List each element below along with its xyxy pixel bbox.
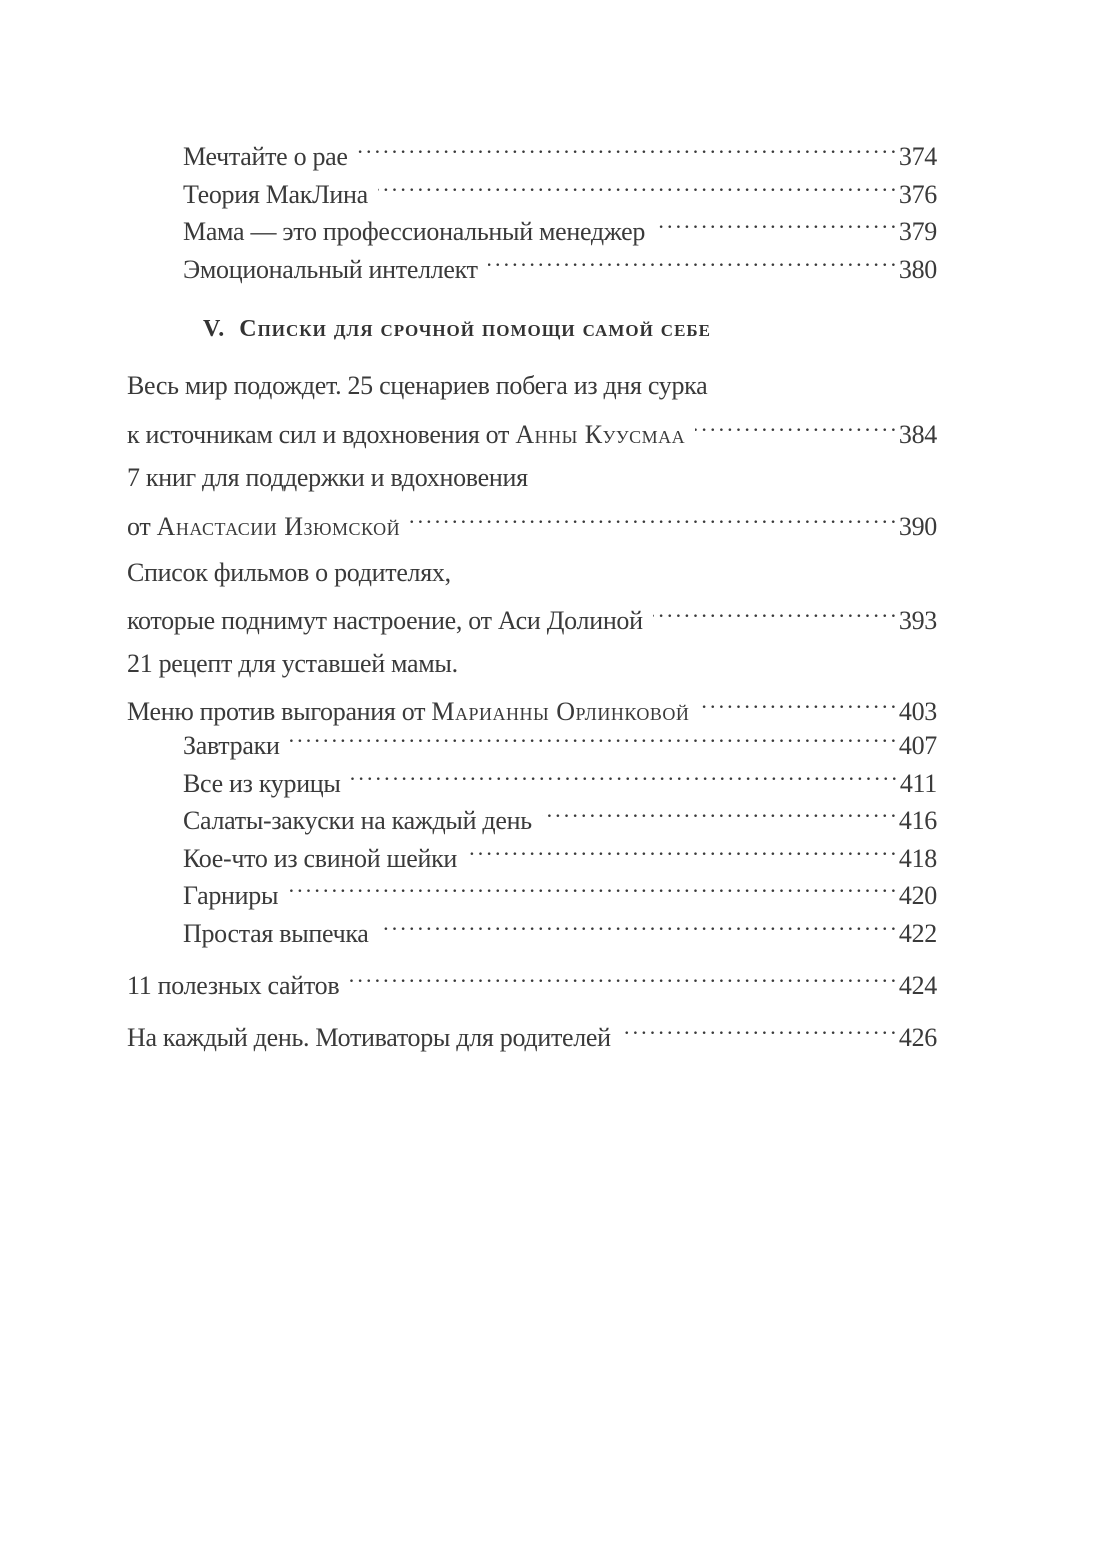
entry-page: 418 bbox=[898, 844, 937, 873]
leader-dots bbox=[699, 682, 898, 720]
entry-title: Гарниры bbox=[183, 881, 279, 910]
toc-entry bbox=[183, 829, 937, 873]
toc-entry bbox=[183, 202, 937, 246]
entry-title: Мама — это профессиональный менеджер bbox=[183, 217, 646, 246]
toc-entry bbox=[183, 716, 937, 760]
toc-entry-line bbox=[127, 459, 937, 497]
leader-dots bbox=[653, 591, 899, 629]
leader-dots bbox=[379, 904, 899, 942]
entry-page: 376 bbox=[898, 180, 937, 209]
entry-title: Кое-что из свиной шейки bbox=[183, 844, 458, 873]
toc-entry bbox=[183, 866, 937, 910]
entry-page: 420 bbox=[898, 881, 937, 910]
entry-title: Теория МакЛина bbox=[183, 180, 368, 209]
entry-page: 416 bbox=[898, 806, 937, 835]
entry-title: 11 полезных сайтов bbox=[127, 971, 340, 1000]
entry-page: 379 bbox=[898, 217, 937, 246]
leader-dots bbox=[349, 956, 899, 994]
entry-page: 407 bbox=[898, 731, 937, 760]
leader-dots bbox=[488, 240, 899, 278]
entry-title: Мечтайте о рае bbox=[183, 142, 348, 171]
entry-author: Анастасии Изюмской bbox=[156, 512, 401, 541]
entry-title: от bbox=[127, 512, 151, 541]
toc-entry bbox=[127, 1008, 937, 1052]
leader-dots bbox=[542, 791, 899, 829]
leader-dots bbox=[621, 1008, 899, 1046]
entry-title: Салаты-закуски на каждый день bbox=[183, 806, 532, 835]
toc-entry bbox=[183, 127, 937, 171]
entry-page: 390 bbox=[898, 512, 937, 541]
leader-dots bbox=[410, 497, 899, 535]
entry-author: Марианны Орлинковой bbox=[431, 697, 690, 726]
toc-entry bbox=[183, 240, 937, 284]
entry-page: 411 bbox=[899, 769, 937, 798]
section-heading bbox=[203, 316, 711, 343]
entry-title: Весь мир подождет. 25 сценариев побега из дня сурка bbox=[127, 371, 708, 400]
entry-title: к источникам сил и вдохновения от bbox=[127, 420, 510, 449]
leader-dots bbox=[655, 202, 899, 240]
toc-entry bbox=[127, 682, 937, 726]
entry-page: 422 bbox=[898, 919, 937, 948]
entry-page: 426 bbox=[898, 1023, 937, 1052]
toc-entry-line bbox=[127, 554, 937, 592]
toc-entry bbox=[183, 791, 937, 835]
toc-entry-line bbox=[127, 645, 937, 683]
entry-page: 380 bbox=[898, 255, 937, 284]
toc-entry bbox=[127, 956, 937, 1000]
toc-entry-line bbox=[127, 367, 937, 405]
entry-author: Анны Куусмаа bbox=[515, 420, 686, 449]
entry-title: Меню против выгорания от bbox=[127, 697, 426, 726]
entry-title: Эмоциональный интеллект bbox=[183, 255, 478, 284]
entry-page: 424 bbox=[898, 971, 937, 1000]
toc-entry bbox=[127, 497, 937, 541]
toc-entry bbox=[127, 591, 937, 635]
entry-title: Все из курицы bbox=[183, 769, 341, 798]
leader-dots bbox=[378, 165, 899, 203]
leader-dots bbox=[351, 754, 900, 792]
entry-title: Простая выпечка bbox=[183, 919, 369, 948]
entry-page: 403 bbox=[898, 697, 937, 726]
entry-title: Список фильмов о родителях, bbox=[127, 558, 451, 587]
entry-page: 384 bbox=[898, 420, 937, 449]
leader-dots bbox=[467, 829, 899, 867]
entry-title: 7 книг для поддержки и вдохновения bbox=[127, 463, 528, 492]
leader-dots bbox=[288, 866, 899, 904]
toc-entry bbox=[127, 405, 937, 449]
entry-title: которые поднимут настроение, от Аси Долиной bbox=[127, 606, 643, 635]
toc-entry bbox=[183, 904, 937, 948]
entry-title: 21 рецепт для уставшей мамы. bbox=[127, 649, 458, 678]
section-number: V. bbox=[203, 316, 226, 342]
entry-title: На каждый день. Мотиваторы для родителей bbox=[127, 1023, 611, 1052]
toc-entry bbox=[183, 165, 937, 209]
toc-entry bbox=[183, 754, 937, 798]
leader-dots bbox=[358, 127, 899, 165]
section-title: Списки для срочной помощи самой себе bbox=[239, 316, 712, 342]
leader-dots bbox=[695, 405, 899, 443]
entry-page: 393 bbox=[898, 606, 937, 635]
entry-page: 374 bbox=[898, 142, 937, 171]
leader-dots bbox=[290, 716, 899, 754]
entry-title: Завтраки bbox=[183, 731, 280, 760]
